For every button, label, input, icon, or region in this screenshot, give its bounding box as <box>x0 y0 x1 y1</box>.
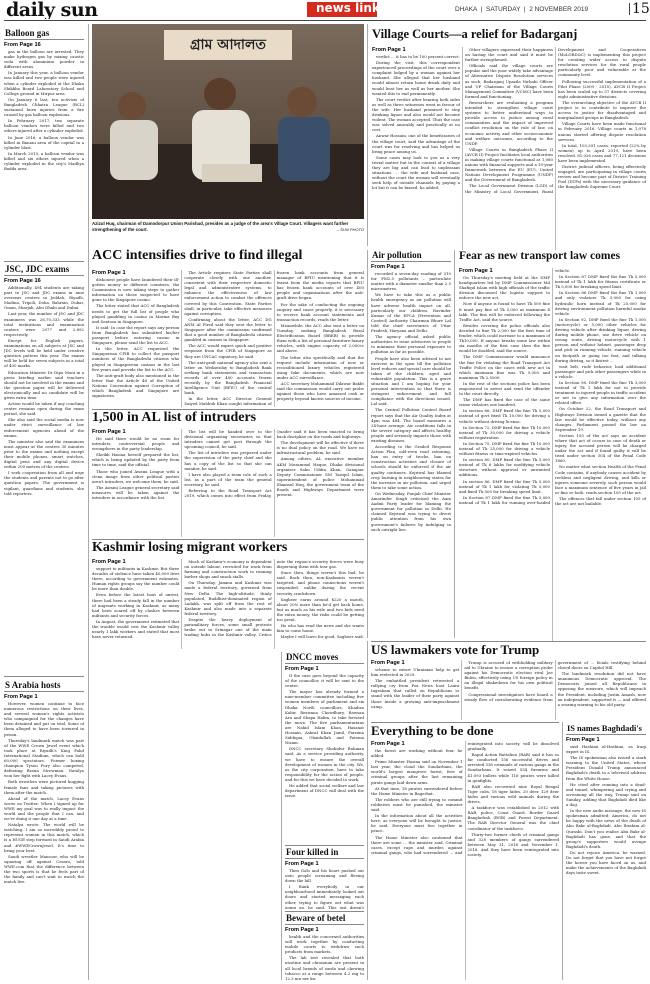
everything-para: RAB also recovered nine Royal Bengal Tiger cubs, 18 tiger hides, 20 deer, 129 deer hides and various wild animals during the drives. <box>467 783 559 805</box>
isnames-para: He cited after running into a dead-end tunnel, whimpering and crying and screaming all the way, Trump said on Sunday, adding that Baghdadi died like a dog. <box>566 781 646 808</box>
acc-para: Confirming about the letter, ACC DG ANM Al Fired said they sent the letter to Singapore after the commission confirmed that a good number of Bangladeshi citizens gambled in casinos in Singapore. <box>184 316 272 343</box>
ai-para: Sheikh Hasina herself prepared the list, which is being updated by the party from time to time, said the official. <box>92 452 180 468</box>
fear-para: The DMP has fixed the case of the same crime violators one hundred. <box>459 397 550 408</box>
section-divider <box>4 261 84 262</box>
village-para: verdict ... it has to be 100 percent correct. <box>376 54 460 59</box>
fear-body <box>459 268 646 642</box>
jsc-para: Except for English papers, examinations on all subjects at JSC and JDC levels will be held under creative question pattern this year. The exams will be held for seven subjects in a total of 400 marks. <box>4 337 84 369</box>
everything-para: In the information about all the activities here, as everyone will be brought to justice, he said. Everyone must live together in peace. <box>371 813 463 834</box>
fourkilled-para: I think everybody in our neighbourhood immediately looked out doors and started messaging each other, trying to figure out what was going on, he said. This just doesn't <box>285 884 364 909</box>
village-story <box>372 47 646 250</box>
fear-para: Now if anyone is found to have Tk 500 fine it must pay fine of Tk 5,000 as maximum 4 lakh. The fine will be enforced following the Traffic Act, said the source. <box>459 301 550 322</box>
fear-para: In Section 86 DMP fixed the fine Tk 1,000 and only violators Tk 5,000 for using hydraulic horn instead of Tk 25,000 for driving environment pollution harmful smoke vehicle. <box>555 290 646 316</box>
jsc-para: Last year, the number of JSC and JDC examinees was 26,70,333 while the total institutions and examination centres were 2977 and 2,892 respectively. <box>4 311 84 337</box>
balloon-body <box>4 49 84 171</box>
everything-para: the forest are working without fear, he added. <box>371 748 463 759</box>
column-rule <box>454 250 455 638</box>
uslaw-para: The embattled president retweeted a rallying cry from Fox News host Laura Ingraham that called on Republicans to stand with the leader of their party against those inside a growing anti-impeachment camp. <box>371 678 460 709</box>
dateline-sep-2: | <box>522 6 528 13</box>
village-para: Researchers are evaluating a program intended to strengthen village court systems to better understand ways to provide access to justice among rural communities and the impact of improved conflict resolution on the rule of law, on economic activity and other socioeconomic and welfare outcomes, according to the UNDP. <box>465 99 553 146</box>
isnames-story <box>566 724 646 980</box>
balloon-para: In June 2016, a balloon vendor was killed in Banani area of the capital in a cylinder blast. <box>4 134 84 150</box>
fear-para: In Section 98, DMP fixed the fine Tk 3,000 instead of Tk 1 lakh for not to provide treatment to injured people in traffic accident or not to give any information over the related office. <box>555 379 646 406</box>
fear-para: In Section 72, DMP fixed the fine Tk 10,000 instead of Tk 30,000 for driving a vehicle without registration. <box>459 424 550 440</box>
acc-para: In the letter, ACC requested the Singaporean CPIB to collect the passport numbers of the Bangladeshi citizens who played in Singaporean casinos in the last five years and provide the list to the ACC. <box>92 346 180 372</box>
village-para: Other villagers expressed their happiness on having the court and said it must be further strengthened. <box>465 47 553 63</box>
section-divider <box>285 911 364 912</box>
arabia-body <box>4 701 84 884</box>
uslaw-headline[interactable]: US lawmakers vote for Trump <box>371 642 540 657</box>
acc-para: The anti-graft body also mentioned in the letter that the Article 48 of the United Nations Convention against Corruption of which Bangladesh and Singapore are signatories. <box>92 372 180 399</box>
arabia-from: From Page 1 <box>4 694 38 700</box>
ai-body <box>92 429 364 537</box>
jsc-para: She also said the social media is now under strict surveillance of law enforcement agencies ahead of the exams. <box>4 417 84 438</box>
acc-from: From Page 1 <box>92 270 126 276</box>
fourkilled-heading-rule <box>285 858 364 859</box>
ai-from: From Page 1 <box>92 429 126 435</box>
jsc-from: From Page 16 <box>4 278 41 284</box>
ai-para: I have also played a team role of such a list, as a part of the team the general secretary, he said. <box>184 471 272 487</box>
section-divider <box>4 676 84 677</box>
photo-person-head <box>204 78 236 110</box>
fear-para: In section 80, DMP fixed the fine Tk 5,000 instead of Tk 6 lakhs for modifying vehicle structure without approval or unwanted additions. <box>459 457 550 478</box>
arabia-para: However, women continue to face numerous restrictions on their lives, and several women's rights activists who campaigned for the changes have been detained and put on trial. Some of them alleged to have been tortured in prison. <box>4 701 84 737</box>
photo-papers <box>202 164 262 182</box>
jsc-heading-rule <box>4 275 84 276</box>
isnames-heading[interactable]: IS names Baghdadi's <box>567 724 642 733</box>
air-para: On Wednesday, Punjab Chief Minister Amarinder Singh criticised the Aam Aadmi Party leader for blaming the government for pollution in Delhi. He claimed Kejriwal was trying to divert public attention from his own government's failures by indulging in such outright lies. <box>371 490 451 532</box>
ai-para: Those who joined Awami League with a clean image from other political parties aren't intruders, we welcome them, he said. <box>92 468 180 484</box>
kashmir-para: Maybe I will leave for good, Sagheer said. <box>280 634 364 640</box>
uslaw-para: The landmark resolution did not have unanimous Democratic approval. The Democrats joined all Republicans in opposing the measure, which will impeach the President, including Justin Amash, now an independent, supported it — and offered a searing warning to his old party. <box>557 671 646 707</box>
kashmir-para: Much of Kashmir's economy is dependent on outside labour, recruited for work from farming and construction work to running barber shops and snack stalls. <box>184 559 272 580</box>
arabia-para: Saudi wrestler Mansoor, who will be squaring off against Cesaro, told WWE.com that the difference between the two sports is that he feels part of the family and can't wait to watch the match live. <box>4 853 84 885</box>
fear-from: From Page 1 <box>459 268 493 274</box>
jsc-story <box>4 264 84 674</box>
ai-headline[interactable]: 1,500 in AL list of intruders <box>92 410 257 425</box>
fear-para: In Section 87 DMP fixed the fine Tk 5,000 instead of Tk 1 lakh for running over-loaded vehicle. <box>459 268 571 505</box>
arabia-story <box>4 680 84 980</box>
betel-heading-rule <box>285 924 364 925</box>
air-heading[interactable]: Air pollution <box>372 250 422 260</box>
photo-person-head <box>287 87 317 117</box>
isnames-para: The IS spokesman also issued a stark warning to the United States, whose President Donald Trump announced Baghdadi's death in a televised address from the White House. <box>566 755 646 781</box>
balloon-para: gas in the balloon are arrested. They make hydrogen gas by mixing caustic soda with aluminium powder in different areas. <box>4 49 84 70</box>
isnames-para: said Hashimi al-Hashimi, as Iraqi expert in IS. <box>566 744 646 755</box>
uslaw-body <box>371 660 646 720</box>
uslaw-para: Trump is accused of withholding military aid to Ukraine to ensure a corruption probe against his Democratic election rival Joe Biden, effectively using US foreign policy in an illegal shakedown for his own political benefit. <box>464 660 553 691</box>
air-para: The agency official asked public authorities to issue advisories to people to minimise their personal exposure to pollution as far as possible. <box>371 334 451 355</box>
fear-para: Besides covering the police officials also decided to fine Tk 2,000 for the first time of fender, which could increase to a maximum of Tk10,000. If anyone breaks some law within six months of the first case then the fine would be doubled, said the source. <box>459 322 550 354</box>
photo-person-body <box>278 117 330 181</box>
village-para: In total, 103,391 cases, reported (22% by women) up to April 2019, have been resolved. 81,026 cases and 77,121 decisions have been implemented. <box>558 142 646 163</box>
masthead-rule <box>4 20 646 21</box>
arabia-heading[interactable]: S Arabia hosts <box>5 680 61 690</box>
acc-para: The letter stated that ACC of Bangladesh needs to get the full list of people who played gambling in casino in Marina Bay and Sentosa in Singapore. <box>92 303 180 324</box>
dateline <box>455 6 588 13</box>
fear-para: On Thursday's meeting held at the DMP headquarters led by DMP Commissioner Md Shafiqul Islam with high officials of the traffic division discussed the logistic support to enforce the new act. <box>459 275 550 301</box>
acc-para: For the sake of conducting the ongoing enquiry and cases properly, it is necessary to receive bank account statements and transaction records, reads the letter. <box>276 301 364 322</box>
acc-para: It said: In case the report says any person from Bangladesh has submitted his/her passport before entering casino in Singapore, please send the list to ACC. <box>92 324 180 346</box>
dncc-from: From Page 1 <box>285 666 319 672</box>
village-body <box>372 47 646 250</box>
betel-para: health and the concerned authorities will work together by conducting mobile courts to withdraw such products from markets. <box>285 934 364 955</box>
dncc-para: If the case goes beyond the capacity of the councillor, it will be sent to the centre. <box>285 673 364 689</box>
air-heading-rule <box>371 261 451 262</box>
kashmir-headline[interactable]: Kashmir losing migrant workers <box>92 540 288 555</box>
everything-para: Rapid Action Battalion (RAB) said it has so far conducted 156 successful drives and arrested 536 criminals of various gangs in the Sundarbans. It seized 554 firearms and 41,093 bullets while 116 pirates were killed in gunfights. <box>467 752 559 783</box>
acc-para: The ACC would expect quick and positive response from the CPIB of Singapore as they are UNCAC signatory, he said. <box>184 343 272 359</box>
masthead <box>0 0 650 19</box>
kashmir-para: He who has read the news and she wants him to come home. <box>276 623 364 634</box>
kashmir-para: support to militants in Kashmir. But three decades of violence have taken 40,000 lives there, according to government estimates. Human rights groups say the number could be more than double. <box>92 566 180 592</box>
everything-para: At that time, 18 pirates surrendered before the Home Minister in Bagerhat. <box>371 785 463 796</box>
village-para: During the visit, this correspondent experienced proceedings of the court over a complaint lodged by a woman against her husband. She alleged that her husband would almost return home drunk daily and would beat her as well as her mother. She wanted this to end permanently. <box>372 60 460 96</box>
kashmir-from: From Page 1 <box>92 559 126 565</box>
column-rule <box>88 24 89 980</box>
acc-para: The anti-graft national agency also sent a letter on Wednesday to Bangladesh Bank seeking bank statements and transaction records of over 400 accounts frozen recently by the Bangladesh Financial Intelligence Unit (BFIU) of the central bank. <box>184 359 272 396</box>
everything-body <box>371 741 559 980</box>
acc-para: ACC secretary Mohammad Dilawar Bakht said the commission would carry out probe against those who have amassed cash or property beyond known sources of income. <box>276 380 364 402</box>
balloon-para: On January 6 last, ten activists of Bangladesh Chhatra League (BCL) sustained burn injuries from a fire caused by gas balloon explosions. <box>4 96 84 118</box>
air-body <box>371 271 451 532</box>
ai-para: The list of intruders was prepared under the supervision of the party chief and she has a copy of the list so that she can monitor, he said. <box>184 450 272 471</box>
jsc-para: Education Minister Dr Dipu Moni in a press briefing earlier said teachers should not be involved in the exams and the question paper will be delivered electronically and no candidate will be given extra time. <box>4 369 84 400</box>
ai-para: The list will be handed over to the divisional organising secretaries so that intruders cannot get post through the upcoming council, he said. <box>184 429 272 450</box>
fear-para: In the rest of the sections police has been empowered to arrest and send the offender to the court directly. <box>459 380 550 397</box>
arabia-heading-rule <box>4 691 84 692</box>
photo-caption-text: Azizul Huq, chairman of Damodorpur Union Parishad, presides as a judge of the area's Village Court. Villagers want further strengthening of the court. <box>92 221 349 232</box>
ai-para: The Awami League general secretary said measures will be taken against the intruders in accordance with the list. <box>92 484 180 501</box>
ai-para: Referring to the Road Transport Act 2019, which comes into effect from Friday, Quader said it has been enacted to bring back discipline on the roads and highways. <box>184 429 364 499</box>
acc-para: In the letter, ACC Director General Saiyed Mahbub Khan sought information of frozen bank accounts from general manager of BFIU mentioning that it is learnt from the media reports that BFIU has frozen bank accounts of over 400 people and organisations after the anti-graft drive began. <box>184 270 364 407</box>
acc-para: The letter also specifically said that the request include information of new or reconditioned luxury vehicles registered using fake documents, which are now under ACC surveillance. <box>276 354 364 380</box>
column-rule <box>367 24 368 246</box>
acc-para: Meanwhile, the ACC also sent a letter on Tuesday, seeking Bangladesh Rural Electrification Board (BREB) to provide them with a list of personal furniture-luxury vehicles, with engine capacity of 2,000cc and above. <box>276 322 364 354</box>
section-divider <box>285 845 364 846</box>
dncc-story <box>285 652 364 842</box>
column-rule <box>367 250 368 638</box>
kashmir-para: Since then, things weren't this bad, he said. Back then, non-Kashmiris weren't targeted, and phone connections weren't suspended, unlike during the recent security crackdown. <box>276 570 364 596</box>
everything-headline[interactable]: Everything to be done <box>371 723 494 738</box>
photo-credit: – SUN PHOTO <box>336 226 364 232</box>
everything-para: The Home Minister also cautioned that there are some ... the minister said. Criminal cases, except rape and murder, against criminal gangs, who had surrendered ... and reintegrated into society, will be dissolved gradually. <box>371 741 559 855</box>
ai-para: He said there would be no room for intruders, controversial people and wrongdoers in the party leadership. <box>92 436 180 452</box>
kashmir-story <box>92 559 364 649</box>
everything-para: Thirty-two former chiefs of criminal gangs and 328 members of gangs surrendered between May 31, 2016 and November 1, 2018. And they have been reintegrated into society. <box>467 831 559 857</box>
everything-para: A taskforce was established in 2012 with RAB, police, Coast Guard, Border Guard Bangladesh (BGB) and Forest Department. The RAB Director General was the chief coordinator of the taskforce. <box>467 805 559 831</box>
fear-para: The DMP Commissioner would announce the fine for violating the Road Transport Act Traffic Police on the cases with new act in which minimum fine was Tk 5,000 and maximum Tk 2,5000. <box>459 354 550 380</box>
fear-para: wait belt, rude behavior, load additional passenger and pick other passengers while in a vehicle. <box>555 363 646 379</box>
isnames-heading-rule <box>566 734 646 735</box>
village-para: Village Courts in Bangladesh Phase II (AVCB II) Project facilitates local authorities in making village courts functional at 1,080 unions with financial supports and a 10-year framework between the EU (EU), United Nations Development Programme (UNDP) and the Government of Bangladesh. <box>465 146 553 183</box>
fourkilled-story <box>285 847 364 909</box>
air-para: People have also been advised to not exercise in the open till the pollution level reduces and special care should be taken of the children, aged and vulnerable population. This is a grave situation and I am hoping for your personal intervention so that there is stringent enforcement and full compliance with the directions issued, Lal said. <box>371 355 451 407</box>
village-para: Anwar Hossain, one of the beneficiaries of the village court, said the advantage of the court was for resolving and has helped us bring peace among us. <box>372 133 460 154</box>
arabia-para: Ahead of the match, Lacey Evans wrote on Twitter: When I signed up for WWE my goal was to really impact the world and the people that I can, and we're doing it one day at a time. <box>4 795 84 822</box>
dncc-heading-rule <box>285 663 364 664</box>
dateline-city: DHAKA <box>455 6 478 13</box>
ai-para: Among others, AL executive member AKM Mozammel Haque, Dhaka divisional organiser Saku Uddin Khan, Ganajaar Deputy Commissioner SM Tariqul Islam, superintendent of police Mohammad Shamsul Huq, the government team of the Roads and Highways Department were present. <box>276 456 364 498</box>
fear-para: In section 66, DMP fixed the fine Tk 5,000 instead of govt fixed Tk 10,000 for driving a vehicle without driving license. <box>459 408 550 424</box>
photo-person-body <box>110 120 158 180</box>
isnames-from: From Page 1 <box>566 737 600 743</box>
balloon-para: In January this year, a balloon vendor was killed and two people were injured when a cylinder exploded at the Dhaka Shikkha Board Laboratory School and College ground in Mirpur area. <box>4 70 84 96</box>
village-headline[interactable]: Village Courts—a relief for Badarganj <box>372 27 578 41</box>
fear-story <box>459 268 646 642</box>
jsc-para: Action would be taken if any coaching centre remains open during the exam period, she said. <box>4 401 84 417</box>
kashmir-para: In August, the government estimated that the trouble would cost the Kashmir valley nearly 1 lakh workers and stated that most have never returned. <box>92 618 180 640</box>
arabia-para: Both wrestlers were pictured hugging female fans and taking pictures with them after the match. <box>4 779 84 795</box>
column-rule <box>281 652 282 980</box>
betel-para: The lab test revealed that both nicotine and chromium are present in all local brands of zarda and chewing tobacco at a range between 4.2 mg to 12.3 mg per kg. <box>285 955 364 980</box>
balloon-heading-rule <box>4 39 84 40</box>
village-para: The Local Government Division (LGD) of the Ministry of Local Government, Rural Development and Cooperatives (MoLGRD&C) is implementing this project for creating wider access to dispute resolution services for the rural people particularly poor and vulnerable at the community level. <box>465 47 646 194</box>
page-number-divider <box>629 3 630 15</box>
betel-body <box>285 934 364 980</box>
dncc-para: DNCC secretary Shahidur Rahman said, As a service providing authority, we have to ensure the overall development of women in the city. We, as the city corporation, have to take responsibility for the action of people, and for this we have decided to work. <box>285 746 364 782</box>
village-from: From Page 1 <box>372 47 406 53</box>
fear-para: In Section 87 DMP fixed the fine Tk 5,000 instead of Tk 1 lakh for fitness certificate or Tk 5,000 for breaking speed limit. <box>555 274 646 290</box>
balloon-story <box>4 28 84 259</box>
uslaw-story <box>371 660 646 720</box>
fear-para: On October 22, the Road Transport and Highways Division issued a gazette that the law would be effective today, without any changes. Parliament passed the law on September 19. <box>555 406 646 432</box>
betel-story <box>285 913 364 980</box>
uslaw-para: Congressional investigators have heard a steady flow of corroborating evidence from government of ... ficials testifying behind closed doors on Capitol Hill. <box>464 660 646 702</box>
village-para: Following successful implementation of a Pilot Phase (2009 - 2015), AVCB II Project has been scaled up to 57 districts covering eight administrative divisions. <box>558 78 646 99</box>
fear-para: In section 86, DMP fixed the fine Tk 5,000 instead of Tk 1 lakh for violating Tk 5,000 and fixed Tk 500 for breaking speed limit. <box>459 478 550 494</box>
fourkilled-body <box>285 868 364 909</box>
dncc-body <box>285 673 364 798</box>
photo-sign-text: গ্রাম আদালত <box>190 37 266 53</box>
photo-person-head <box>118 92 146 120</box>
balloon-heading[interactable]: Balloon gas <box>5 28 50 38</box>
dncc-heading[interactable]: DNCC moves <box>286 652 339 662</box>
fear-para: No matter what section Health of the Penal Code contains, if anybody causes accident by reckless and negligent driving, and kills or injures someone severely, such person would face a maximum sentence of five years in jail or fine or both, reads section 105 of the act. <box>555 464 646 495</box>
dateline-sep-1: | <box>478 6 485 13</box>
kashmir-para: On Thursday, Jammu and Kashmir was made a federal territory, governed from New Delhi. The high-altitude, thinly populated, Buddhist-dominated region of Ladakh, was split off from the rest of Kashmir and also made into a separate federal territory. <box>184 580 272 616</box>
jsc-heading[interactable]: JSC, JDC exams <box>5 264 70 274</box>
dateline-day: SATURDAY <box>485 6 521 13</box>
fourkilled-heading[interactable]: Four killed in <box>286 847 339 857</box>
section-label: news link <box>316 1 380 15</box>
ai-story <box>92 429 364 537</box>
column-rule <box>367 641 368 980</box>
everything-story <box>371 741 559 980</box>
air-para: We have to take this as a public health emergency as air pollution will have adverse health impact on all, particularly our children, Ravinder Kumar of the EPCA (Prevention and Control) Authority Chairman Bhure Lal told the chief secretaries of Uttar Pradesh, Haryana and Delhi. <box>371 292 451 334</box>
village-para: Officials said the village courts are popular and the poor widely take advantage of Alternative Dispute Resolution services as such, Badarganj Upazila Nirbahi Officer and UP Chairman of the Village Courts Management Committee (VCMC) have been formed and functioning. <box>465 63 553 99</box>
kashmir-para: Sagheer earns around $220 a month, about 20% more than he'd get back home, but as much as his wife and two kids need the extra money, the risks could be getting too great. <box>276 596 364 623</box>
fear-para: Section 105 of the act says an accident where that act of occurs in case of death or injury, the accused person will be charged under the act and if found guilty it will be tried under section 304 of the Penal Code 1860. <box>555 432 646 464</box>
kashmir-para: Despite the heavy deployment of paramilitary forces, some small protests broke out in Srinagar one of the main trading hubs in the Kashmir valley. Critics note the region's security forces were busy dispersing them with tear gas. <box>184 559 364 638</box>
village-para: Some cases may look to you as a very trivial matter but in the context of a village they are big and can lead to unpleasant situations. ... the wife and husband case, without the court the woman will eventually seek help of outside channels by paying a lot but it can be biased, he added. <box>372 154 460 191</box>
uslaw-para: scheme to extort Ukrainian help to get him reelected in 2020. <box>371 667 460 678</box>
kashmir-body <box>92 559 364 649</box>
balloon-from: From Page 16 <box>4 42 41 48</box>
everything-para: Prime Minister Hasina said on November 1 last year, the cloud the Sundarbans, the world's largest mangrove forest, free of criminal groups after the last remaining pirate gangs laid down arms. <box>371 759 463 785</box>
everything-from: From Page 1 <box>371 741 405 747</box>
kashmir-para: Even before the latest bout of unrest, there had been a steady fall in the number of migrants working in Kashmir, as many had been scared off by clashes between militants and security forces. <box>92 592 180 618</box>
betel-from: From Page 1 <box>285 927 319 933</box>
air-para: recorded a seven-day reading of 310 for PM2.5 pollutants – particulate matter with a diameter smaller than 2.5 micrometres. <box>371 271 451 292</box>
fear-headline[interactable]: Fear as new transport law comes <box>459 250 621 262</box>
air-from: From Page 1 <box>371 264 405 270</box>
fear-para: The offences that fall under section 105 of the act are not bailable. <box>555 496 646 507</box>
balloon-para: In March 2015, a balloon vendor was killed and six others injured when a cylinder exploded in the city's Madhya Badda area. <box>4 150 84 172</box>
dncc-para: The mayor has already formed a nine-member committee including five women members of parliament and six Dhaka North councillors, Khadiza Kabir, Rezwana Chowdhury, Rawsan Ara and Shapa Halim, to take forward the move. The five parliamentarians are Nahid Islam Khan, Hasanat Hossain, Ashraf Khan Jamil, Farzana Siddiqua, Obaidullah and Fatema Nizam. <box>285 689 364 746</box>
fourkilled-para: Then Golo and his heart pushed out onto people screaming and fleeing down the hill. <box>285 868 364 884</box>
acc-story <box>92 270 364 407</box>
jsc-para: I seek cooperation from all and urge the students and parents not to go after question papers. The government is vigilant, guardians and students, she told reporters. <box>4 470 84 496</box>
air-story <box>371 250 451 638</box>
arabia-para: Natalya wrote: The world will be watching. I am so incredibly proud to represent women in this match, which is a HUGE step forward in Saudi Arabia and #WWECrownJewel. It's time to bring your best. <box>4 822 84 853</box>
jsc-para: The minister also said the examinees must appear at the centres 30 minutes prior to the exams and nothing except their mobile phones, smart watches, digital pens and any digital device within 200 metres of the centres. <box>4 438 84 470</box>
village-para: District judicial officers, being effectively engaged, are participating in village courts review and become part of District Training Pool (DTPs) with the necessary guidance of the Bangladesh Supreme Court. <box>558 164 646 190</box>
air-para: According to the Graded Response Action Plan, odd-even road rationing, ban on entry of trucks, ban on construction activities and closure of schools should be enforced if the air quality continues. Kejriwal has blamed crop burning in neighbouring states for the increase in air pollution, and urged them to take some action. <box>371 444 451 490</box>
air-para: The Central Pollution Control Board report says that the Air Quality Index at 4pm was 484. The board measures a 24-hour average. Air conditions falls in the severe category and affects healthy people and seriously impacts those with existing diseases. <box>371 407 451 443</box>
village-para: The overarching objective of the AVCB II project is to contribute to improve the access to justice for disadvantaged and marginalised groups in Bangladesh. <box>558 99 646 121</box>
ai-para: The development will be effective if there is no dual policy on the road. We have no infrastructural problem, he said. <box>276 440 364 456</box>
betel-heading[interactable]: Beware of betel <box>286 913 346 923</box>
dncc-para: He added that social welfare and law department of DNCC will deal with the issue. <box>285 782 364 799</box>
uslaw-from: From Page 1 <box>371 660 405 666</box>
column-rule <box>562 722 563 980</box>
fear-para: In Section 75, DMP fixed the fine Tk 10,000 instead of Tk 25,000 for driving a vehicle without fitness or time-expired vehicles. <box>459 440 550 457</box>
balloon-para: In February 2017, two separate balloon vendors were killed and two others injured after a cylinder exploded. <box>4 118 84 134</box>
page-number: 15 <box>632 1 650 17</box>
isnames-para: In the new audio message, the new IS spokesman admitted: America, do not be happy with the news of the death of Abu Bakr al-Baghdadi, Abu Ibrahim al-Qurashi. Don't you realise Abu Bakr al-Baghdadi has gone, and that the group's supporters would avenge Baghdadi's death. <box>566 808 646 849</box>
acc-para: The Article requires State Parties shall cooperate closely with one another, consistent with their respective domestic legal and administrative systems, to enhance the effectiveness of law enforcement action to combat the offences covered by this Convention. State Parties shall, in particular, take effective measures against corruption. <box>184 270 272 316</box>
fear-para: In Section 92, DMP fixed the fine Tk 1,000 (motorcycle) or 5,000 other vehicles for driving vehicle after drinking liquor, driving during mobile phone, use drive vehicle on wrong route, driving motorcycle with 1 person and without helmet, passenger drop and pick in running vehicle, running vehicle on footpath or going too fast, and talking during driving, so it fastest ... <box>555 316 646 363</box>
village-para: Village Courts have been made functional in February 2016. Village courts in 1,078 unions started offering dispute resolution services. <box>558 121 646 142</box>
everything-para: The robbers who are still trying to commit robberies must be punished, the minister said. <box>371 796 463 813</box>
jsc-para: Additionally, 494 students are taking part in JSC and JDC exams in nine overseas centres in Jeddah, Riyadh, Madina, Tripoli, Doha, Bahrain, Dubai, Oman, Sharjah, Abu Dhabi and Dubai. <box>4 285 84 311</box>
dateline-date: 2 NOVEMBER 2019 <box>529 6 589 13</box>
isnames-para: Do not rejoice America, he warned. Do not forget that you have not forgot the horror you have faced on us, and make the achievements of the Baghdadi days taste sweet. <box>566 849 646 876</box>
isnames-body <box>566 744 646 875</box>
court-photo <box>92 24 364 219</box>
arabia-para: Thursday's landmark match was part of the WWE Crown Jewel event which took place at Riyadh's King Fahd International Stadium, which can hold 60,000 spectators. Former boxing champion Tyson Fury also competed, defeating Braun Strowman. Natalya won her fight with Lacey Evans. <box>4 737 84 779</box>
acc-headline[interactable]: ACC intensifies drive to find illegal <box>92 248 303 263</box>
masthead-logo[interactable]: daily sun <box>6 0 98 19</box>
fourkilled-from: From Page 1 <box>285 861 319 867</box>
acc-para: dishonest people have laundered their ill-gotten money to different countries, the Commission is now taking steps to gather information on those suspected to have gone to the Singapore casino. <box>92 277 180 303</box>
village-para: The court verdict after hearing both sides as well as three witnesses went in favour of the wife. Her husband promised to stop drinking liquor and also would not become violent. The woman accepted. Thus the case was solved amicably and practically at no cost. <box>372 96 460 133</box>
jsc-body <box>4 285 84 496</box>
acc-body <box>92 270 364 407</box>
photo-caption <box>92 221 364 249</box>
